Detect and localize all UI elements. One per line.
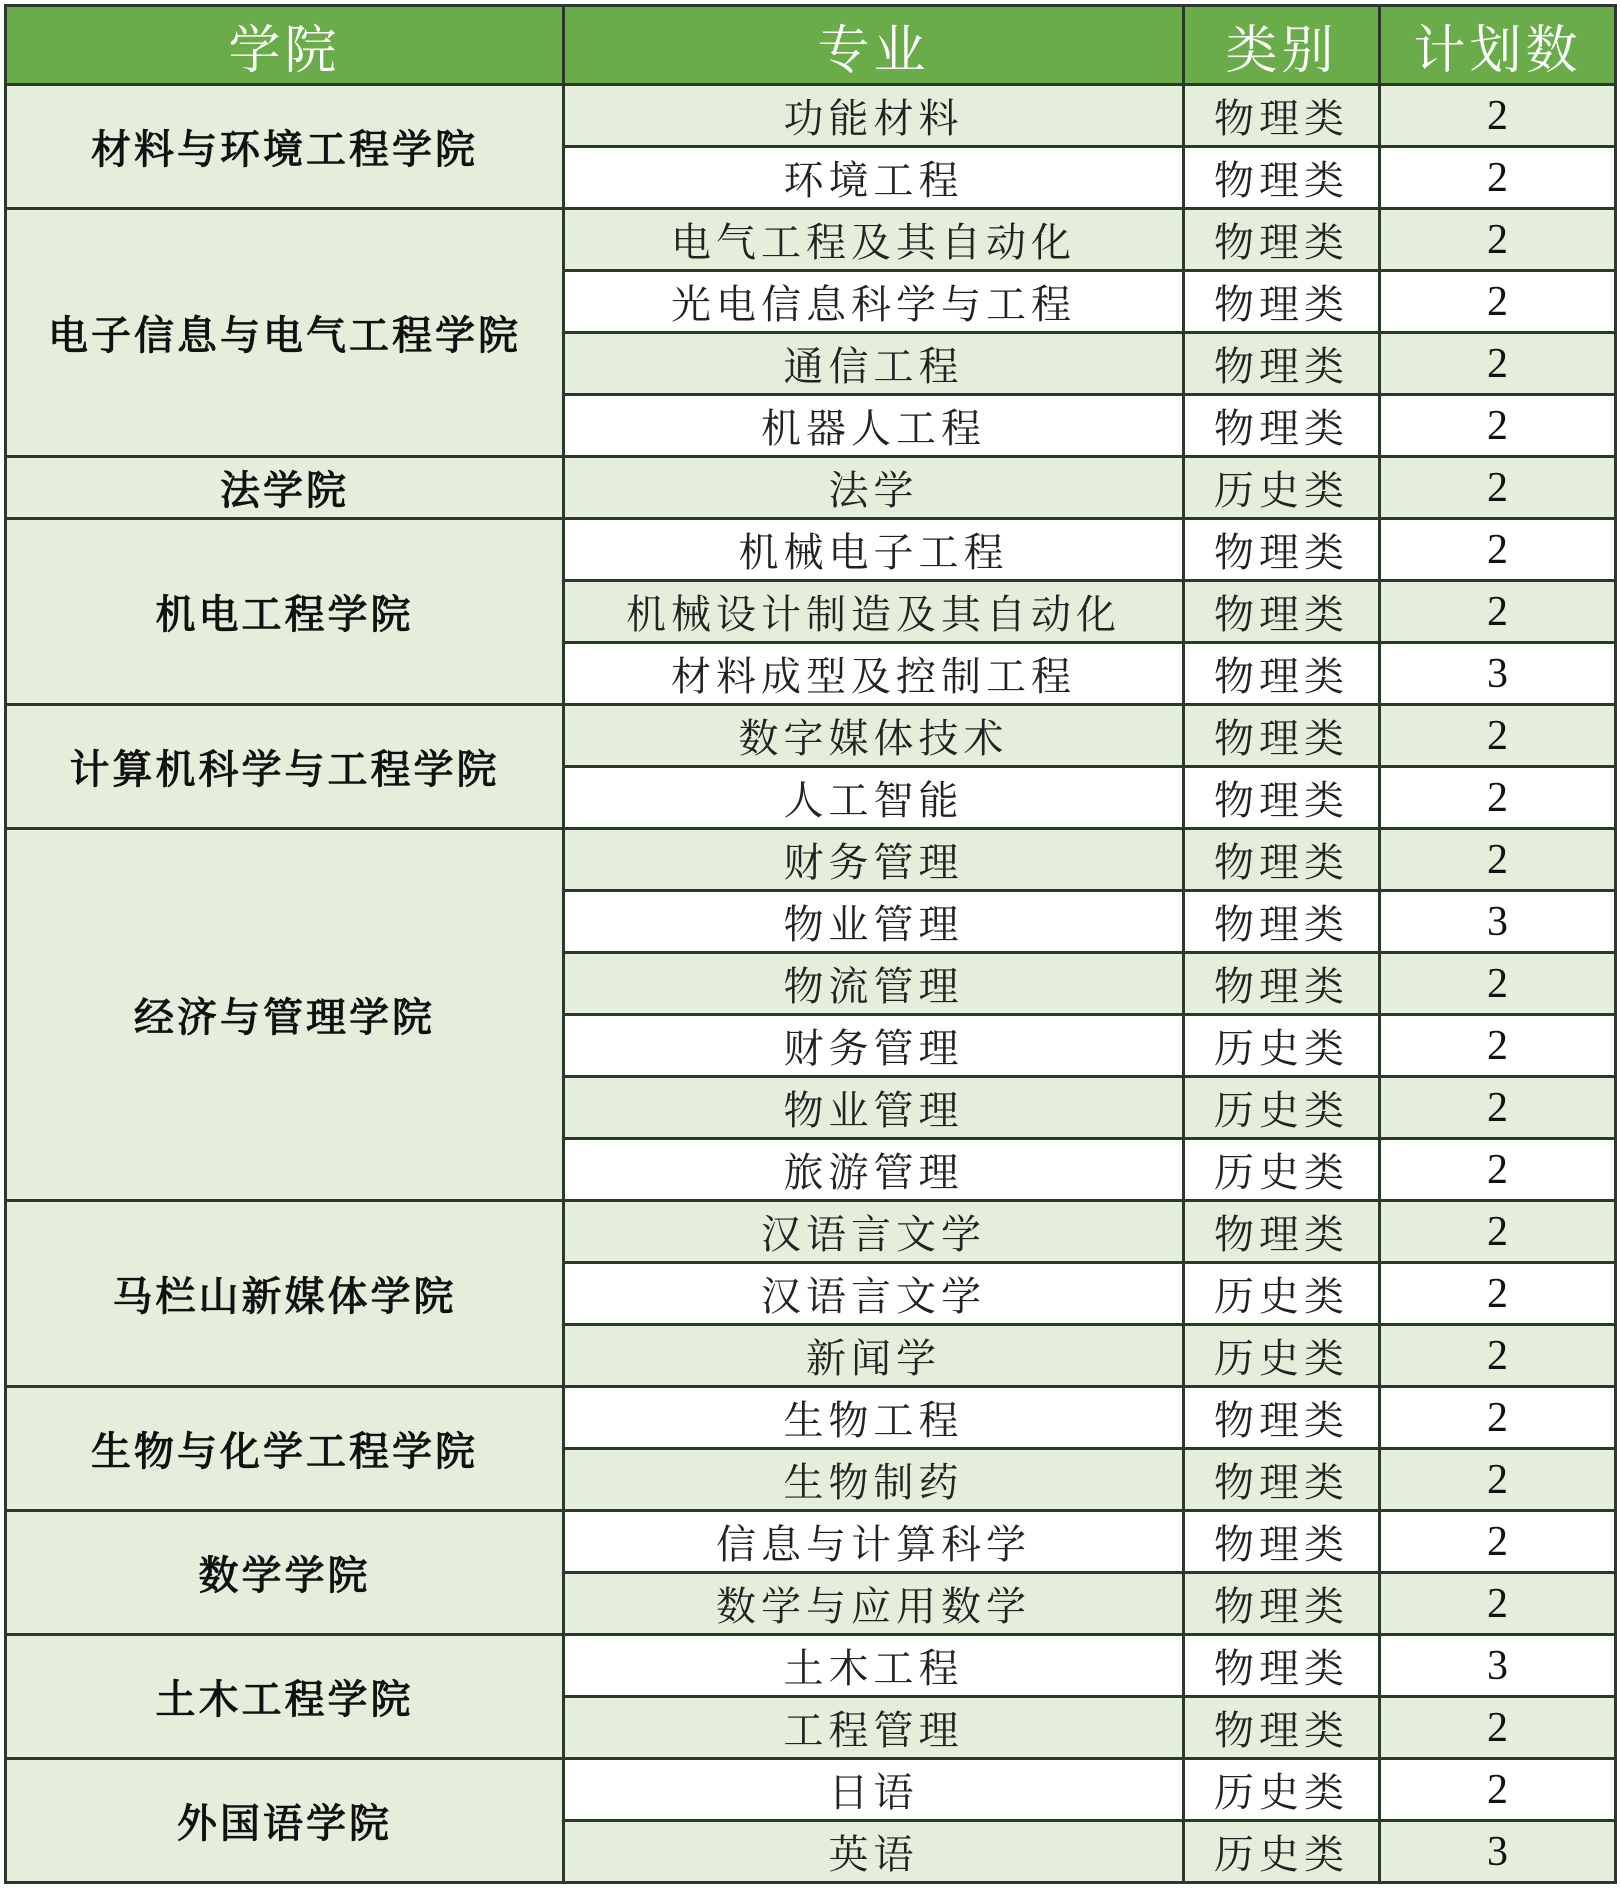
major-cell: 财务管理 [564, 829, 1184, 891]
category-cell: 物理类 [1184, 1635, 1380, 1697]
major-cell: 光电信息科学与工程 [564, 271, 1184, 333]
college-cell: 材料与环境工程学院 [6, 85, 564, 209]
category-cell: 物理类 [1184, 705, 1380, 767]
category-cell: 历史类 [1184, 1821, 1380, 1883]
college-cell: 计算机科学与工程学院 [6, 705, 564, 829]
enrollment-plan-table [4, 4, 1617, 1884]
category-cell: 物理类 [1184, 1449, 1380, 1511]
plan-count-cell: 2 [1380, 333, 1616, 395]
table-row [6, 1635, 1616, 1697]
plan-count-cell: 3 [1380, 643, 1616, 705]
plan-count-cell: 2 [1380, 767, 1616, 829]
table-row [6, 1387, 1616, 1449]
major-cell: 财务管理 [564, 1015, 1184, 1077]
category-cell: 物理类 [1184, 271, 1380, 333]
major-cell: 生物制药 [564, 1449, 1184, 1511]
category-cell: 物理类 [1184, 581, 1380, 643]
college-cell: 土木工程学院 [6, 1635, 564, 1759]
major-cell: 日语 [564, 1759, 1184, 1821]
college-cell: 生物与化学工程学院 [6, 1387, 564, 1511]
major-cell: 数字媒体技术 [564, 705, 1184, 767]
category-cell: 物理类 [1184, 85, 1380, 147]
table-row [6, 457, 1616, 519]
category-cell: 历史类 [1184, 1263, 1380, 1325]
major-cell: 电气工程及其自动化 [564, 209, 1184, 271]
college-cell: 机电工程学院 [6, 519, 564, 705]
table-row [6, 1511, 1616, 1573]
category-cell: 物理类 [1184, 953, 1380, 1015]
plan-count-cell: 2 [1380, 85, 1616, 147]
plan-count-cell: 2 [1380, 1077, 1616, 1139]
major-cell: 人工智能 [564, 767, 1184, 829]
plan-count-cell: 2 [1380, 147, 1616, 209]
plan-count-cell: 2 [1380, 271, 1616, 333]
major-cell: 新闻学 [564, 1325, 1184, 1387]
plan-count-cell: 2 [1380, 395, 1616, 457]
category-cell: 历史类 [1184, 457, 1380, 519]
table-row [6, 1201, 1616, 1263]
table-body [6, 85, 1616, 1883]
table-row [6, 519, 1616, 581]
major-cell: 生物工程 [564, 1387, 1184, 1449]
category-cell: 物理类 [1184, 1697, 1380, 1759]
category-cell: 物理类 [1184, 209, 1380, 271]
college-cell: 经济与管理学院 [6, 829, 564, 1201]
plan-count-cell: 2 [1380, 209, 1616, 271]
category-cell: 物理类 [1184, 891, 1380, 953]
plan-count-cell: 2 [1380, 519, 1616, 581]
college-cell: 电子信息与电气工程学院 [6, 209, 564, 457]
plan-count-cell: 2 [1380, 705, 1616, 767]
major-cell: 汉语言文学 [564, 1201, 1184, 1263]
category-cell: 物理类 [1184, 147, 1380, 209]
category-cell: 物理类 [1184, 1511, 1380, 1573]
category-cell: 历史类 [1184, 1015, 1380, 1077]
major-cell: 土木工程 [564, 1635, 1184, 1697]
plan-count-cell: 2 [1380, 1325, 1616, 1387]
category-cell: 历史类 [1184, 1325, 1380, 1387]
plan-count-cell: 2 [1380, 1263, 1616, 1325]
category-cell: 物理类 [1184, 767, 1380, 829]
plan-count-cell: 3 [1380, 1821, 1616, 1883]
category-cell: 物理类 [1184, 829, 1380, 891]
major-cell: 机器人工程 [564, 395, 1184, 457]
major-cell: 汉语言文学 [564, 1263, 1184, 1325]
plan-count-cell: 2 [1380, 1449, 1616, 1511]
category-cell: 历史类 [1184, 1759, 1380, 1821]
plan-count-cell: 2 [1380, 1759, 1616, 1821]
major-cell: 信息与计算科学 [564, 1511, 1184, 1573]
college-cell: 法学院 [6, 457, 564, 519]
plan-count-cell: 2 [1380, 1201, 1616, 1263]
table-row [6, 829, 1616, 891]
table-row [6, 85, 1616, 147]
category-cell: 物理类 [1184, 1573, 1380, 1635]
column-header-plan: 计划数 [1380, 6, 1616, 85]
major-cell: 环境工程 [564, 147, 1184, 209]
plan-count-cell: 2 [1380, 1139, 1616, 1201]
college-cell: 外国语学院 [6, 1759, 564, 1883]
category-cell: 物理类 [1184, 395, 1380, 457]
college-cell: 马栏山新媒体学院 [6, 1201, 564, 1387]
enrollment-plan-table-container [4, 4, 1617, 1884]
table-row [6, 705, 1616, 767]
plan-count-cell: 2 [1380, 829, 1616, 891]
category-cell: 物理类 [1184, 519, 1380, 581]
major-cell: 工程管理 [564, 1697, 1184, 1759]
category-cell: 历史类 [1184, 1077, 1380, 1139]
plan-count-cell: 2 [1380, 953, 1616, 1015]
column-header-category: 类别 [1184, 6, 1380, 85]
major-cell: 材料成型及控制工程 [564, 643, 1184, 705]
plan-count-cell: 2 [1380, 457, 1616, 519]
major-cell: 机械设计制造及其自动化 [564, 581, 1184, 643]
major-cell: 英语 [564, 1821, 1184, 1883]
plan-count-cell: 3 [1380, 891, 1616, 953]
major-cell: 功能材料 [564, 85, 1184, 147]
plan-count-cell: 2 [1380, 1387, 1616, 1449]
major-cell: 法学 [564, 457, 1184, 519]
major-cell: 旅游管理 [564, 1139, 1184, 1201]
category-cell: 物理类 [1184, 643, 1380, 705]
category-cell: 历史类 [1184, 1139, 1380, 1201]
major-cell: 物业管理 [564, 1077, 1184, 1139]
category-cell: 物理类 [1184, 333, 1380, 395]
plan-count-cell: 3 [1380, 1635, 1616, 1697]
major-cell: 物流管理 [564, 953, 1184, 1015]
column-header-major: 专业 [564, 6, 1184, 85]
category-cell: 物理类 [1184, 1387, 1380, 1449]
category-cell: 物理类 [1184, 1201, 1380, 1263]
college-cell: 数学学院 [6, 1511, 564, 1635]
plan-count-cell: 2 [1380, 1511, 1616, 1573]
table-row [6, 209, 1616, 271]
plan-count-cell: 2 [1380, 1697, 1616, 1759]
column-header-college: 学院 [6, 6, 564, 85]
plan-count-cell: 2 [1380, 581, 1616, 643]
major-cell: 数学与应用数学 [564, 1573, 1184, 1635]
major-cell: 通信工程 [564, 333, 1184, 395]
table-header-row [6, 6, 1616, 85]
plan-count-cell: 2 [1380, 1015, 1616, 1077]
major-cell: 物业管理 [564, 891, 1184, 953]
plan-count-cell: 2 [1380, 1573, 1616, 1635]
table-row [6, 1759, 1616, 1821]
major-cell: 机械电子工程 [564, 519, 1184, 581]
